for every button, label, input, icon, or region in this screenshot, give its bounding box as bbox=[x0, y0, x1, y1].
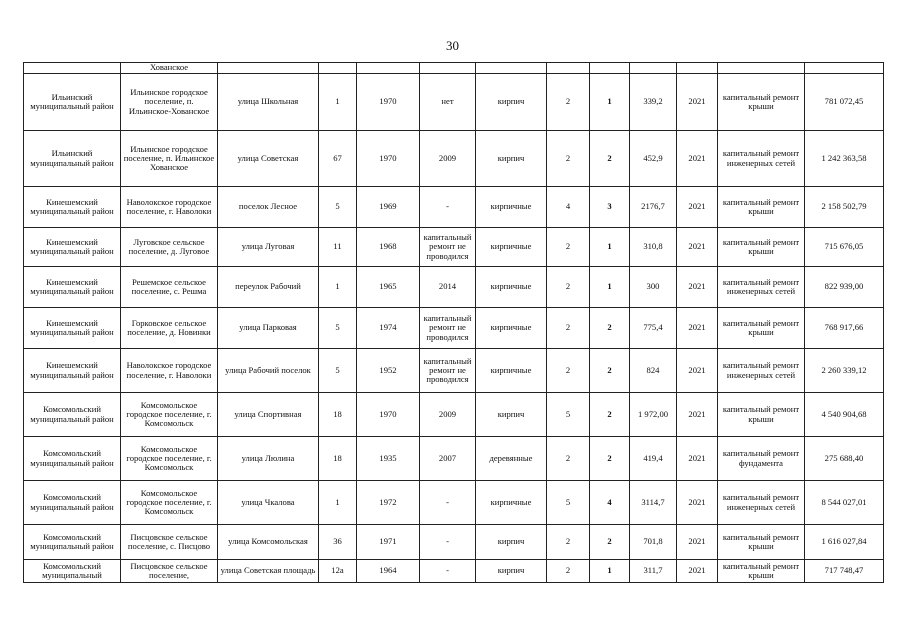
last-repair-cell: капитальный ремонт не проводился bbox=[420, 349, 476, 393]
last-repair-cell: 2014 bbox=[420, 267, 476, 308]
entrances-cell: 2 bbox=[590, 131, 630, 187]
repair-type-cell bbox=[718, 63, 805, 74]
cost-cell: 4 540 904,68 bbox=[805, 393, 884, 437]
plan-year-cell: 2021 bbox=[677, 525, 718, 560]
last-repair-cell: - bbox=[420, 187, 476, 228]
district-cell: Кинешемский муниципальный район bbox=[24, 228, 121, 267]
wall-material-cell: кирпич bbox=[476, 560, 547, 583]
last-repair-cell: - bbox=[420, 560, 476, 583]
repair-type-cell: капитальный ремонт фундамента bbox=[718, 437, 805, 481]
area-cell: 701,8 bbox=[630, 525, 677, 560]
table-row bbox=[24, 437, 884, 481]
repair-type-cell: капитальный ремонт крыши bbox=[718, 393, 805, 437]
area-cell: 824 bbox=[630, 349, 677, 393]
district-cell: Комсомольский муниципальный район bbox=[24, 525, 121, 560]
street-cell: улица Комсомольская bbox=[218, 525, 319, 560]
area-cell: 310,8 bbox=[630, 228, 677, 267]
plan-year-cell: 2021 bbox=[677, 349, 718, 393]
house-number-cell: 36 bbox=[319, 525, 357, 560]
house-number-cell: 5 bbox=[319, 308, 357, 349]
cost-cell: 822 939,00 bbox=[805, 267, 884, 308]
table-row bbox=[24, 525, 884, 560]
table-row bbox=[24, 308, 884, 349]
last-repair-cell: капитальный ремонт не проводился bbox=[420, 308, 476, 349]
floors-cell: 2 bbox=[547, 437, 590, 481]
year-built-cell: 1935 bbox=[357, 437, 420, 481]
floors-cell: 2 bbox=[547, 308, 590, 349]
plan-year-cell: 2021 bbox=[677, 308, 718, 349]
house-number-cell bbox=[319, 63, 357, 74]
entrances-cell: 2 bbox=[590, 393, 630, 437]
year-built-cell: 1969 bbox=[357, 187, 420, 228]
street-cell: улица Спортивная bbox=[218, 393, 319, 437]
area-cell: 311,7 bbox=[630, 560, 677, 583]
district-cell: Комсомольский муниципальный bbox=[24, 560, 121, 583]
settlement-cell: Писцовское сельское поселение, bbox=[121, 560, 218, 583]
repair-type-cell: капитальный ремонт крыши bbox=[718, 74, 805, 131]
repair-type-cell: капитальный ремонт крыши bbox=[718, 187, 805, 228]
district-cell: Кинешемский муниципальный район bbox=[24, 349, 121, 393]
settlement-cell: Луговское сельское поселение, д. Луговое bbox=[121, 228, 218, 267]
cost-cell bbox=[805, 63, 884, 74]
table-body bbox=[24, 63, 884, 583]
street-cell: улица Парковая bbox=[218, 308, 319, 349]
repair-type-cell: капитальный ремонт крыши bbox=[718, 308, 805, 349]
house-number-cell: 1 bbox=[319, 74, 357, 131]
last-repair-cell: - bbox=[420, 525, 476, 560]
entrances-cell: 2 bbox=[590, 437, 630, 481]
district-cell bbox=[24, 63, 121, 74]
entrances-cell: 1 bbox=[590, 74, 630, 131]
entrances-cell: 1 bbox=[590, 228, 630, 267]
house-number-cell: 18 bbox=[319, 393, 357, 437]
house-number-cell: 5 bbox=[319, 187, 357, 228]
wall-material-cell: кирпич bbox=[476, 393, 547, 437]
cost-cell: 715 676,05 bbox=[805, 228, 884, 267]
district-cell: Кинешемский муниципальный район bbox=[24, 267, 121, 308]
floors-cell: 2 bbox=[547, 131, 590, 187]
cost-cell: 1 242 363,58 bbox=[805, 131, 884, 187]
plan-year-cell: 2021 bbox=[677, 481, 718, 525]
plan-year-cell: 2021 bbox=[677, 437, 718, 481]
year-built-cell: 1970 bbox=[357, 74, 420, 131]
repair-type-cell: капитальный ремонт инженерных сетей bbox=[718, 349, 805, 393]
settlement-cell: Наволокское городское поселение, г. Наволоки bbox=[121, 187, 218, 228]
cost-cell: 8 544 027,01 bbox=[805, 481, 884, 525]
table-row bbox=[24, 131, 884, 187]
wall-material-cell: кирпичные bbox=[476, 308, 547, 349]
area-cell: 2176,7 bbox=[630, 187, 677, 228]
table-row bbox=[24, 349, 884, 393]
house-number-cell: 1 bbox=[319, 267, 357, 308]
settlement-cell: Писцовское сельское поселение, с. Писцово bbox=[121, 525, 218, 560]
wall-material-cell: кирпич bbox=[476, 131, 547, 187]
last-repair-cell: 2009 bbox=[420, 393, 476, 437]
table-row bbox=[24, 393, 884, 437]
year-built-cell: 1972 bbox=[357, 481, 420, 525]
area-cell: 3114,7 bbox=[630, 481, 677, 525]
table-row bbox=[24, 560, 884, 583]
page-number: 30 bbox=[446, 38, 459, 53]
entrances-cell: 1 bbox=[590, 560, 630, 583]
plan-year-cell: 2021 bbox=[677, 131, 718, 187]
entrances-cell: 3 bbox=[590, 187, 630, 228]
street-cell: улица Советская площадь bbox=[218, 560, 319, 583]
housing-repair-table bbox=[23, 62, 884, 583]
cost-cell: 768 917,66 bbox=[805, 308, 884, 349]
entrances-cell: 2 bbox=[590, 525, 630, 560]
street-cell: улица Люлина bbox=[218, 437, 319, 481]
area-cell: 339,2 bbox=[630, 74, 677, 131]
year-built-cell: 1970 bbox=[357, 393, 420, 437]
district-cell: Комсомольский муниципальный район bbox=[24, 393, 121, 437]
settlement-cell: Хованское bbox=[121, 63, 218, 74]
year-built-cell: 1970 bbox=[357, 131, 420, 187]
year-built-cell: 1968 bbox=[357, 228, 420, 267]
plan-year-cell: 2021 bbox=[677, 74, 718, 131]
cost-cell: 2 260 339,12 bbox=[805, 349, 884, 393]
cost-cell: 781 072,45 bbox=[805, 74, 884, 131]
cost-cell: 717 748,47 bbox=[805, 560, 884, 583]
last-repair-cell bbox=[420, 63, 476, 74]
cost-cell: 275 688,40 bbox=[805, 437, 884, 481]
street-cell: переулок Рабочий bbox=[218, 267, 319, 308]
repair-type-cell: капитальный ремонт крыши bbox=[718, 228, 805, 267]
last-repair-cell: капитальный ремонт не проводился bbox=[420, 228, 476, 267]
wall-material-cell: кирпичные bbox=[476, 228, 547, 267]
floors-cell: 5 bbox=[547, 393, 590, 437]
settlement-cell: Ильинское городское поселение, п. Ильинское-Хованское bbox=[121, 74, 218, 131]
table-header-row bbox=[24, 63, 884, 74]
area-cell: 300 bbox=[630, 267, 677, 308]
area-cell: 419,4 bbox=[630, 437, 677, 481]
wall-material-cell: деревянные bbox=[476, 437, 547, 481]
street-cell: улица Школьная bbox=[218, 74, 319, 131]
year-built-cell bbox=[357, 63, 420, 74]
district-cell: Комсомольский муниципальный район bbox=[24, 481, 121, 525]
wall-material-cell bbox=[476, 63, 547, 74]
plan-year-cell: 2021 bbox=[677, 187, 718, 228]
floors-cell bbox=[547, 63, 590, 74]
floors-cell: 2 bbox=[547, 560, 590, 583]
plan-year-cell: 2021 bbox=[677, 393, 718, 437]
house-number-cell: 1 bbox=[319, 481, 357, 525]
repair-type-cell: капитальный ремонт инженерных сетей bbox=[718, 131, 805, 187]
area-cell: 452,9 bbox=[630, 131, 677, 187]
floors-cell: 4 bbox=[547, 187, 590, 228]
entrances-cell: 2 bbox=[590, 308, 630, 349]
street-cell: улица Советская bbox=[218, 131, 319, 187]
last-repair-cell: 2007 bbox=[420, 437, 476, 481]
area-cell bbox=[630, 63, 677, 74]
settlement-cell: Наволокское городское поселение, г. Наволоки bbox=[121, 349, 218, 393]
house-number-cell: 11 bbox=[319, 228, 357, 267]
entrances-cell: 4 bbox=[590, 481, 630, 525]
plan-year-cell: 2021 bbox=[677, 267, 718, 308]
settlement-cell: Решемское сельское поселение, с. Решма bbox=[121, 267, 218, 308]
last-repair-cell: нет bbox=[420, 74, 476, 131]
plan-year-cell: 2021 bbox=[677, 560, 718, 583]
last-repair-cell: - bbox=[420, 481, 476, 525]
plan-year-cell: 2021 bbox=[677, 228, 718, 267]
street-cell: улица Чкалова bbox=[218, 481, 319, 525]
floors-cell: 2 bbox=[547, 228, 590, 267]
table-row bbox=[24, 74, 884, 131]
table-row bbox=[24, 481, 884, 525]
area-cell: 775,4 bbox=[630, 308, 677, 349]
settlement-cell: Ильинское городское поселение, п. Ильинское Хованское bbox=[121, 131, 218, 187]
settlement-cell: Комсомольское городское поселение, г. Комсомольск bbox=[121, 481, 218, 525]
street-cell: улица Луговая bbox=[218, 228, 319, 267]
entrances-cell bbox=[590, 63, 630, 74]
entrances-cell: 2 bbox=[590, 349, 630, 393]
district-cell: Ильинский муниципальный район bbox=[24, 74, 121, 131]
repair-type-cell: капитальный ремонт инженерных сетей bbox=[718, 267, 805, 308]
wall-material-cell: кирпичные bbox=[476, 349, 547, 393]
district-cell: Кинешемский муниципальный район bbox=[24, 187, 121, 228]
wall-material-cell: кирпичные bbox=[476, 187, 547, 228]
street-cell bbox=[218, 63, 319, 74]
year-built-cell: 1952 bbox=[357, 349, 420, 393]
settlement-cell: Комсомольское городское поселение, г. Комсомольск bbox=[121, 393, 218, 437]
wall-material-cell: кирпич bbox=[476, 74, 547, 131]
district-cell: Кинешемский муниципальный район bbox=[24, 308, 121, 349]
house-number-cell: 5 bbox=[319, 349, 357, 393]
year-built-cell: 1964 bbox=[357, 560, 420, 583]
year-built-cell: 1971 bbox=[357, 525, 420, 560]
year-built-cell: 1974 bbox=[357, 308, 420, 349]
house-number-cell: 12а bbox=[319, 560, 357, 583]
wall-material-cell: кирпичные bbox=[476, 267, 547, 308]
table-row bbox=[24, 228, 884, 267]
area-cell: 1 972,00 bbox=[630, 393, 677, 437]
district-cell: Ильинский муниципальный район bbox=[24, 131, 121, 187]
table-row bbox=[24, 187, 884, 228]
floors-cell: 2 bbox=[547, 349, 590, 393]
cost-cell: 2 158 502,79 bbox=[805, 187, 884, 228]
repair-type-cell: капитальный ремонт инженерных сетей bbox=[718, 481, 805, 525]
street-cell: улица Рабочий поселок bbox=[218, 349, 319, 393]
repair-type-cell: капитальный ремонт крыши bbox=[718, 560, 805, 583]
floors-cell: 2 bbox=[547, 525, 590, 560]
entrances-cell: 1 bbox=[590, 267, 630, 308]
plan-year-cell bbox=[677, 63, 718, 74]
table-row bbox=[24, 267, 884, 308]
wall-material-cell: кирпич bbox=[476, 525, 547, 560]
floors-cell: 5 bbox=[547, 481, 590, 525]
floors-cell: 2 bbox=[547, 74, 590, 131]
settlement-cell: Комсомольское городское поселение, г. Комсомольск bbox=[121, 437, 218, 481]
house-number-cell: 18 bbox=[319, 437, 357, 481]
last-repair-cell: 2009 bbox=[420, 131, 476, 187]
settlement-cell: Горковское сельское поселение, д. Новинки bbox=[121, 308, 218, 349]
wall-material-cell: кирпичные bbox=[476, 481, 547, 525]
house-number-cell: 67 bbox=[319, 131, 357, 187]
district-cell: Комсомольский муниципальный район bbox=[24, 437, 121, 481]
floors-cell: 2 bbox=[547, 267, 590, 308]
street-cell: поселок Лесное bbox=[218, 187, 319, 228]
repair-type-cell: капитальный ремонт крыши bbox=[718, 525, 805, 560]
year-built-cell: 1965 bbox=[357, 267, 420, 308]
cost-cell: 1 616 027,84 bbox=[805, 525, 884, 560]
